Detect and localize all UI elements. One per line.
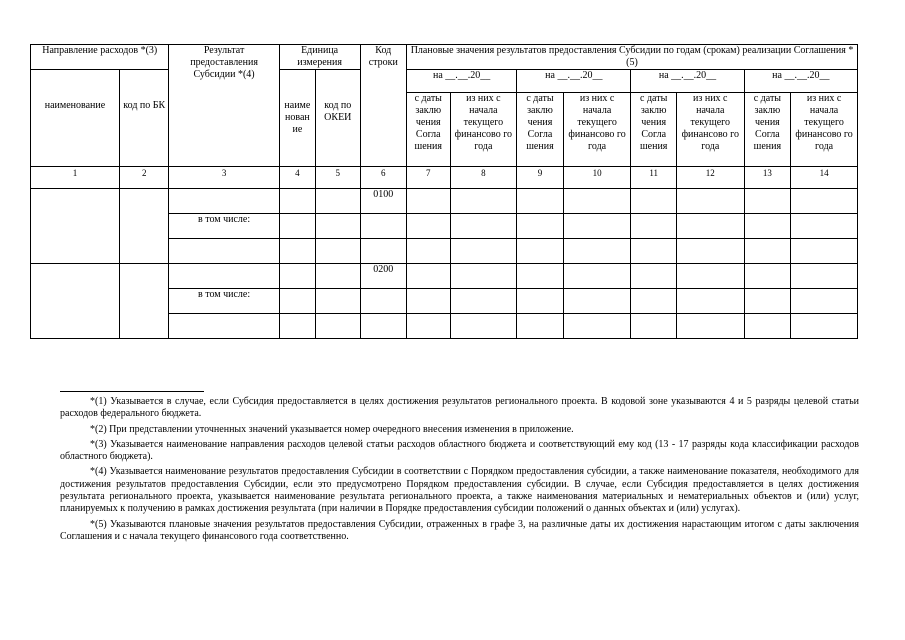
cell-bk-code: [119, 264, 169, 339]
cell: [791, 189, 858, 214]
cell: [791, 264, 858, 289]
cell: [791, 314, 858, 339]
header-period-4: на __.__.20__: [744, 70, 857, 93]
cell: [360, 289, 407, 314]
cell: [279, 314, 315, 339]
cell: [450, 189, 517, 214]
column-number: 13: [744, 167, 791, 189]
footnote-2: *(2) При представлении уточненных значений указывается номер очередного внесения изменения в приложение.: [90, 423, 574, 435]
column-number: 11: [631, 167, 676, 189]
cell: [517, 189, 564, 214]
cell-bk-code: [119, 189, 169, 264]
column-number: 4: [279, 167, 315, 189]
cell: [316, 239, 360, 264]
cell: [360, 214, 407, 239]
footnotes: [60, 396, 859, 546]
cell: [450, 214, 517, 239]
cell: [631, 239, 676, 264]
header-okei-code: код по ОКЕИ: [324, 100, 352, 123]
cell: [517, 214, 564, 239]
cell: [676, 189, 744, 214]
cell: [517, 314, 564, 339]
column-number: 10: [563, 167, 631, 189]
header-from-year-3: из них с начала текущего финансово го года: [676, 93, 744, 167]
header-from-date-1: с даты заклю чения Согла шения: [407, 93, 450, 167]
header-unit: Единица измерения: [279, 45, 360, 70]
header-period-2: на __.__.20__: [517, 70, 631, 93]
cell: [744, 289, 791, 314]
plan-values-table: [30, 44, 858, 339]
footnote-4: *(4) Указывается наименование результатов предоставления Субсидии в соответствии с Порядком предоставления субсидии, а также наименование показателя, необходимого для достижения результатов предоставления Субсидии, если это предусмотрено Порядком предоставления субсидии. В случае, если Субсидия предоставляется в целях достижения результата регионального проекта, указывается наименование результата регионального проекта, а также наименования материальных и нематериальных объектов и (или) услуг, планируемых к получению в рамках достижения результата (при наличии в Порядке предоставления субсидии положений о данных объектах и (или) услугах).: [60, 466, 859, 515]
cell: [631, 214, 676, 239]
cell: [316, 264, 360, 289]
column-number: 12: [676, 167, 744, 189]
table-row: [31, 264, 858, 289]
cell: [169, 314, 279, 339]
cell: [279, 289, 315, 314]
cell: [407, 214, 450, 239]
cell: [517, 264, 564, 289]
header-name: наименование: [44, 100, 106, 111]
column-number: 7: [407, 167, 450, 189]
column-number: 3: [169, 167, 279, 189]
column-number: 6: [360, 167, 407, 189]
cell-direction-name: [31, 264, 120, 339]
cell: [744, 189, 791, 214]
cell: [631, 264, 676, 289]
cell-direction-name: [31, 189, 120, 264]
cell: [744, 239, 791, 264]
row-code: 0100: [360, 189, 407, 214]
cell: [407, 314, 450, 339]
column-number: 8: [450, 167, 517, 189]
cell: [791, 289, 858, 314]
cell: [360, 314, 407, 339]
cell: [676, 214, 744, 239]
cell: [676, 264, 744, 289]
cell: [631, 289, 676, 314]
header-from-date-4: с даты заклю чения Согла шения: [744, 93, 791, 167]
cell: [676, 239, 744, 264]
header-direction-bk: [119, 70, 169, 167]
cell: [744, 264, 791, 289]
cell: [279, 264, 315, 289]
column-number-row: [31, 167, 858, 189]
cell: [450, 239, 517, 264]
including-label: в том числе:: [169, 289, 279, 314]
cell: [407, 289, 450, 314]
footnote-divider: [60, 391, 204, 392]
header-row-code: Код строки: [360, 45, 407, 167]
header-unit-name: наиме нован ие: [284, 100, 311, 135]
column-number: 14: [791, 167, 858, 189]
cell: [517, 289, 564, 314]
header-unit-name-cell: [279, 70, 315, 167]
cell: [407, 189, 450, 214]
cell: [279, 214, 315, 239]
cell: [407, 239, 450, 264]
header-period-3: на __.__.20__: [631, 70, 744, 93]
column-number: 2: [119, 167, 169, 189]
cell: [316, 189, 360, 214]
column-number: 1: [31, 167, 120, 189]
cell: [791, 239, 858, 264]
cell: [360, 239, 407, 264]
table-row: [31, 189, 858, 214]
header-from-year-4: из них с начала текущего финансово го года: [791, 93, 858, 167]
cell: [517, 239, 564, 264]
cell: [631, 189, 676, 214]
column-number: 5: [316, 167, 360, 189]
cell: [563, 264, 631, 289]
header-plan-values: Плановые значения результатов предоставления Субсидии по годам (срокам) реализации Соглашения *(5): [407, 45, 858, 70]
header-direction: Направление расходов *(3): [31, 45, 169, 70]
header-from-year-2: из них с начала текущего финансово го года: [563, 93, 631, 167]
cell: [563, 189, 631, 214]
header-okei-cell: [316, 70, 360, 167]
cell: [316, 214, 360, 239]
cell: [450, 264, 517, 289]
column-number: 9: [517, 167, 564, 189]
cell: [631, 314, 676, 339]
cell: [169, 239, 279, 264]
cell: [744, 314, 791, 339]
cell: [279, 239, 315, 264]
cell: [563, 289, 631, 314]
cell-result: [169, 264, 279, 289]
footnote-5: *(5) Указываются плановые значения результатов предоставления Субсидии, отраженных в графе 3, на различные даты их достижения нарастающим итогом с даты заключения Соглашения и с начала текущего финансового года соответственно.: [60, 518, 859, 542]
cell: [450, 314, 517, 339]
cell: [279, 189, 315, 214]
cell: [316, 289, 360, 314]
header-direction-name: [31, 70, 120, 167]
cell: [791, 214, 858, 239]
footnote-3: *(3) Указывается наименование направления расходов целевой статьи расходов областного бюджета и соответствующий ему код (13 - 17 разряды кода классификации расходов областного бюджета).: [60, 438, 859, 463]
including-label: в том числе:: [169, 214, 279, 239]
cell: [563, 214, 631, 239]
row-code: 0200: [360, 264, 407, 289]
cell: [563, 314, 631, 339]
header-bk-code: код по БК: [123, 100, 166, 111]
cell: [563, 239, 631, 264]
header-result: Результат предоставления Субсидии *(4): [169, 45, 279, 167]
header-period-1: на __.__.20__: [407, 70, 517, 93]
header-from-date-3: с даты заклю чения Согла шения: [631, 93, 676, 167]
cell: [316, 314, 360, 339]
cell: [676, 314, 744, 339]
footnote-1: *(1) Указывается в случае, если Субсидия предоставляется в целях достижения результатов регионального проекта. В кодовой зоне указываются 4 и 5 разряды целевой статьи расходов федерального бюджета.: [60, 396, 859, 420]
cell: [744, 214, 791, 239]
cell: [407, 264, 450, 289]
header-from-date-2: с даты заклю чения Согла шения: [517, 93, 564, 167]
header-from-year-1: из них с начала текущего финансово го года: [450, 93, 517, 167]
cell: [676, 289, 744, 314]
cell: [450, 289, 517, 314]
cell-result: [169, 189, 279, 214]
